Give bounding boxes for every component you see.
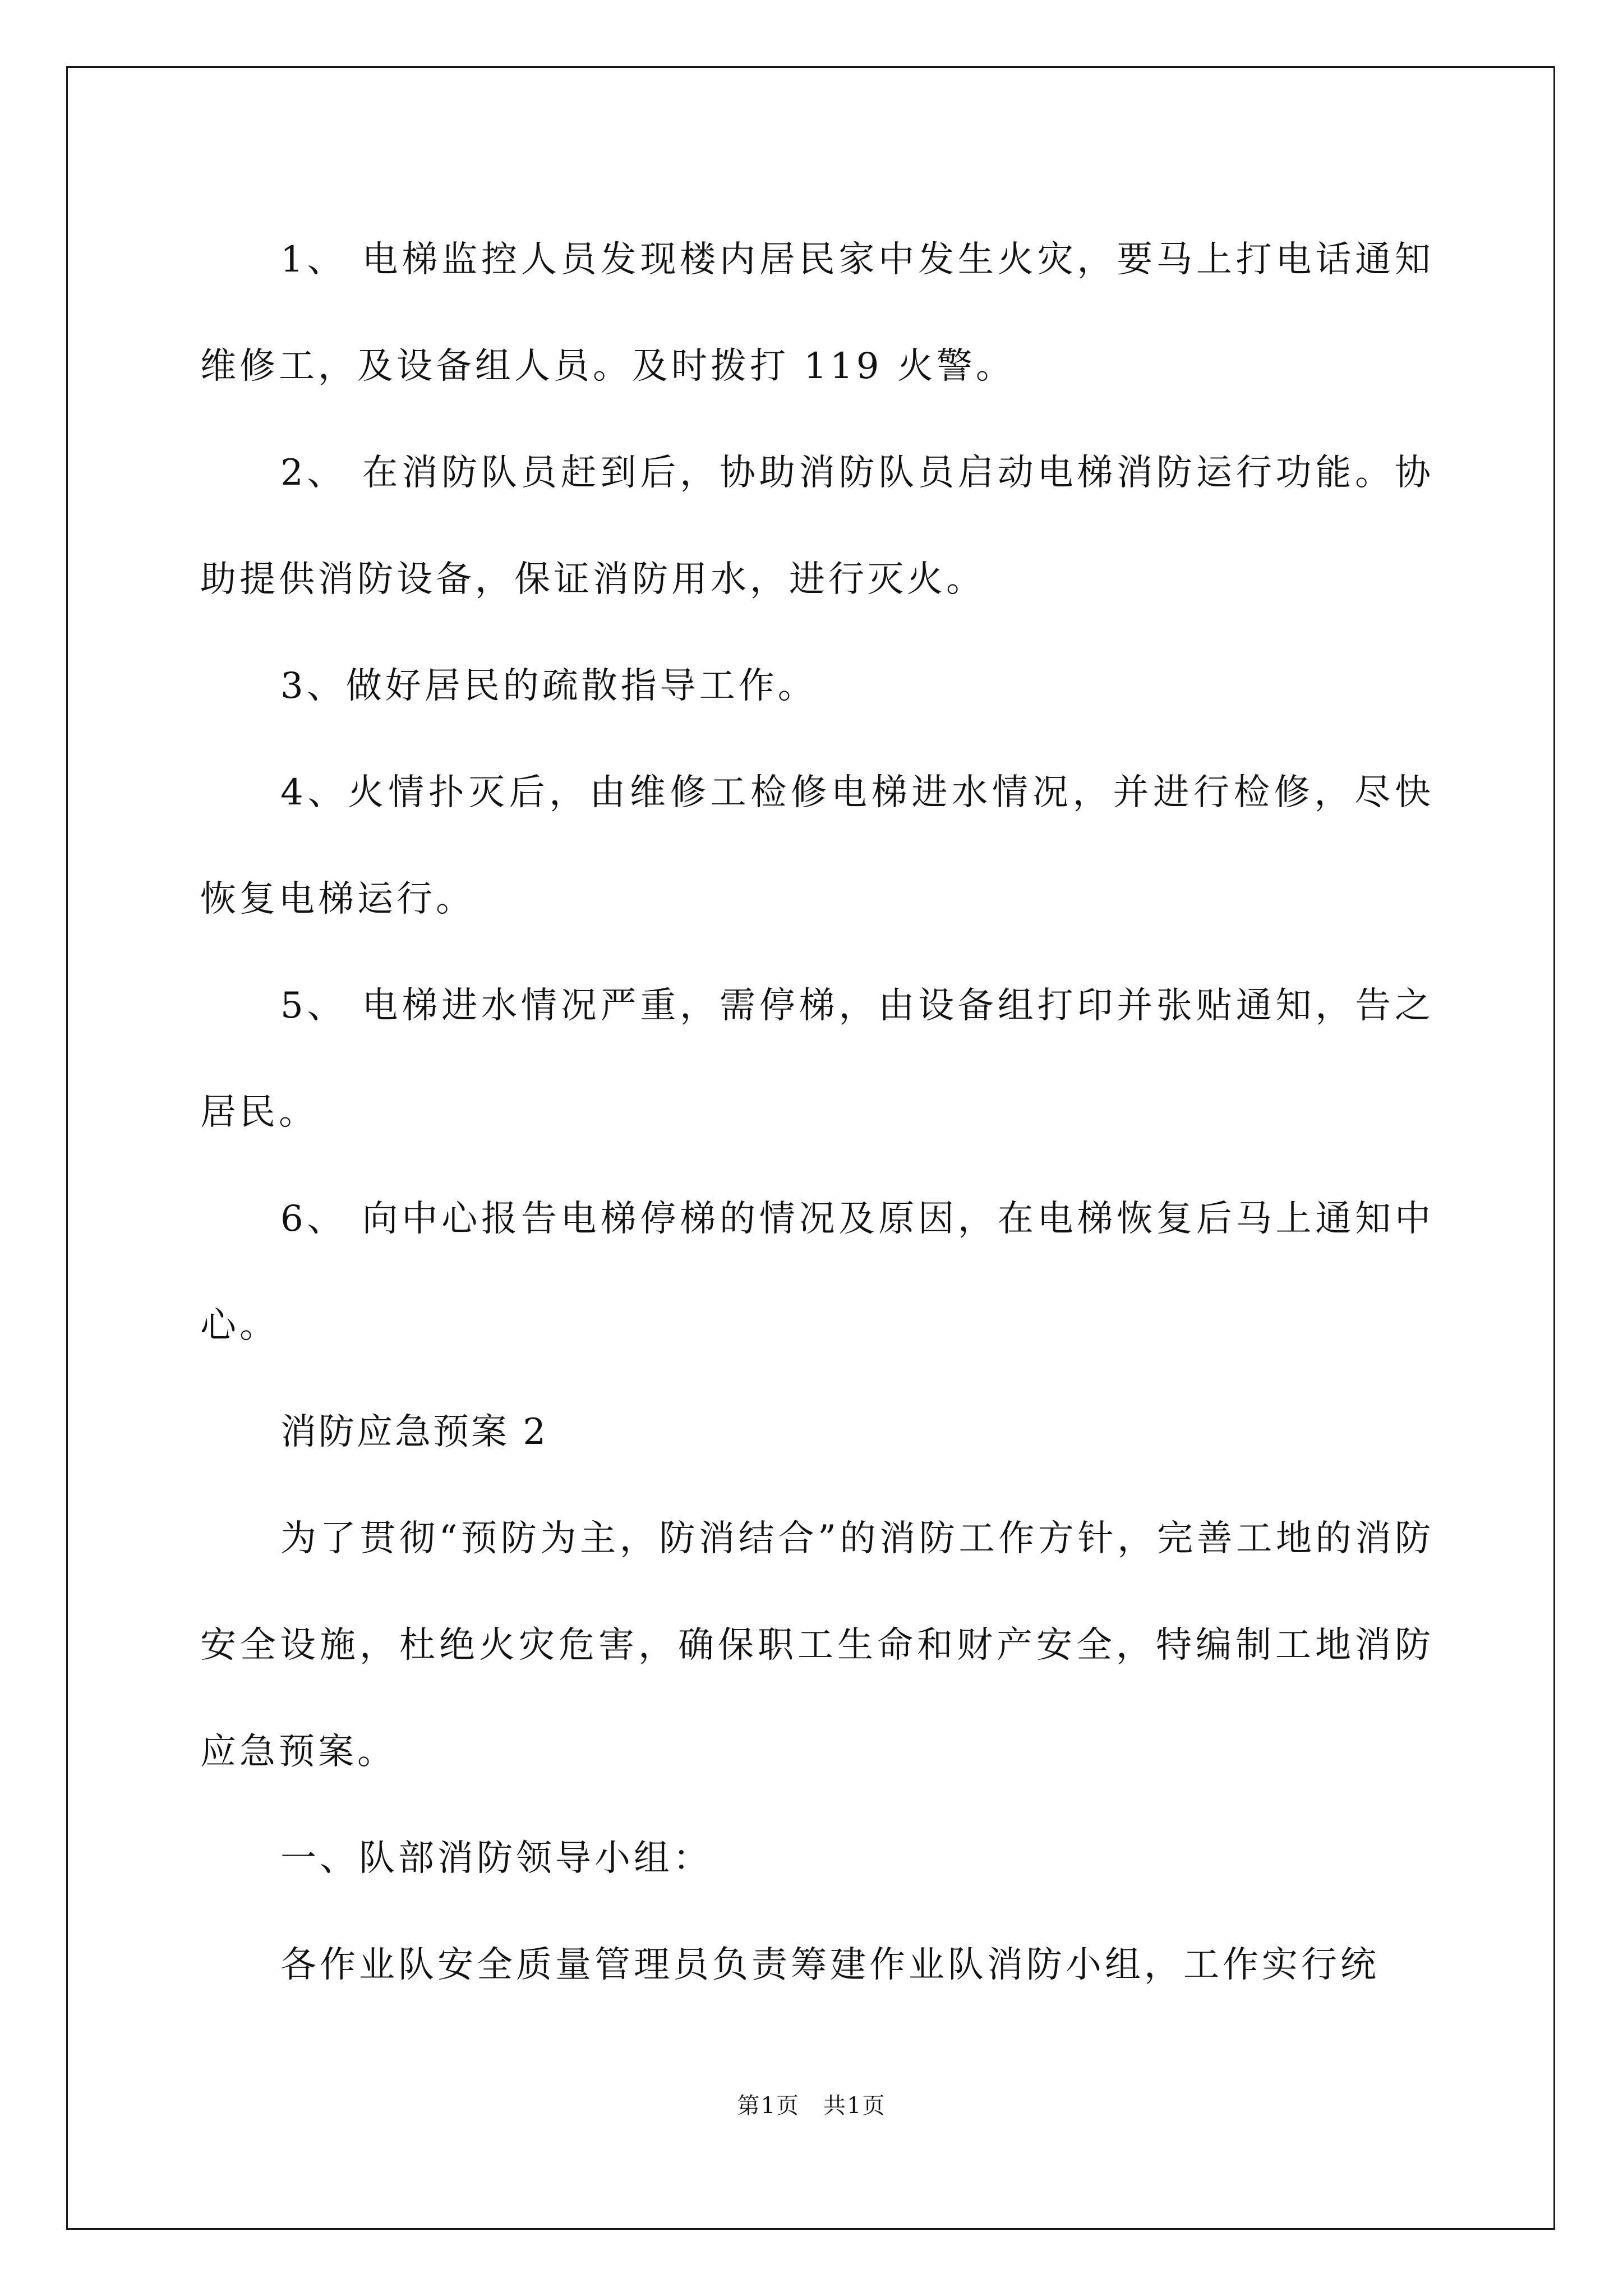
paragraph-item-continued: 各作业队安全质量管理员负责筹建作业队消防小组，工作实行统 — [280, 1944, 1380, 1986]
paragraph-item-6: 6、 向中心报告电梯停梯的情况及原因，在电梯恢复后马上通知中心。 — [200, 1198, 1434, 1346]
paragraph-item-4: 4、火情扑灭后，由维修工检修电梯进水情况，并进行检修，尽快恢复电梯运行。 — [200, 772, 1434, 920]
intro-paragraph: 为了贯彻“预防为主，防消结合”的消防工作方针，完善工地的消防安全设施，杜绝火灾危害，确保职工生命和财产安全，特编制工地消防应急预案。 — [200, 1518, 1434, 1773]
page-number-footer: 第1页 共1页 — [737, 2093, 886, 2119]
paragraph-item-5: 5、 电梯进水情况严重，需停梯，由设备组打印并张贴通知，告之居民。 — [200, 985, 1434, 1133]
document-body — [200, 206, 1434, 2018]
section-heading: 消防应急预案 2 — [280, 1411, 548, 1453]
paragraph-item-1: 1、 电梯监控人员发现楼内居民家中发生火灾，要马上打电话通知维修工，及设备组人员。及时拨打 119 火警。 — [200, 239, 1434, 387]
paragraph-item-3: 3、做好居民的疏散指导工作。 — [280, 665, 817, 707]
paragraph-item-2: 2、 在消防队员赶到后，协助消防队员启动电梯消防运行功能。协助提供消防设备，保证消防用水，进行灭火。 — [200, 452, 1434, 600]
subsection-heading: 一、队部消防领导小组： — [280, 1838, 712, 1879]
